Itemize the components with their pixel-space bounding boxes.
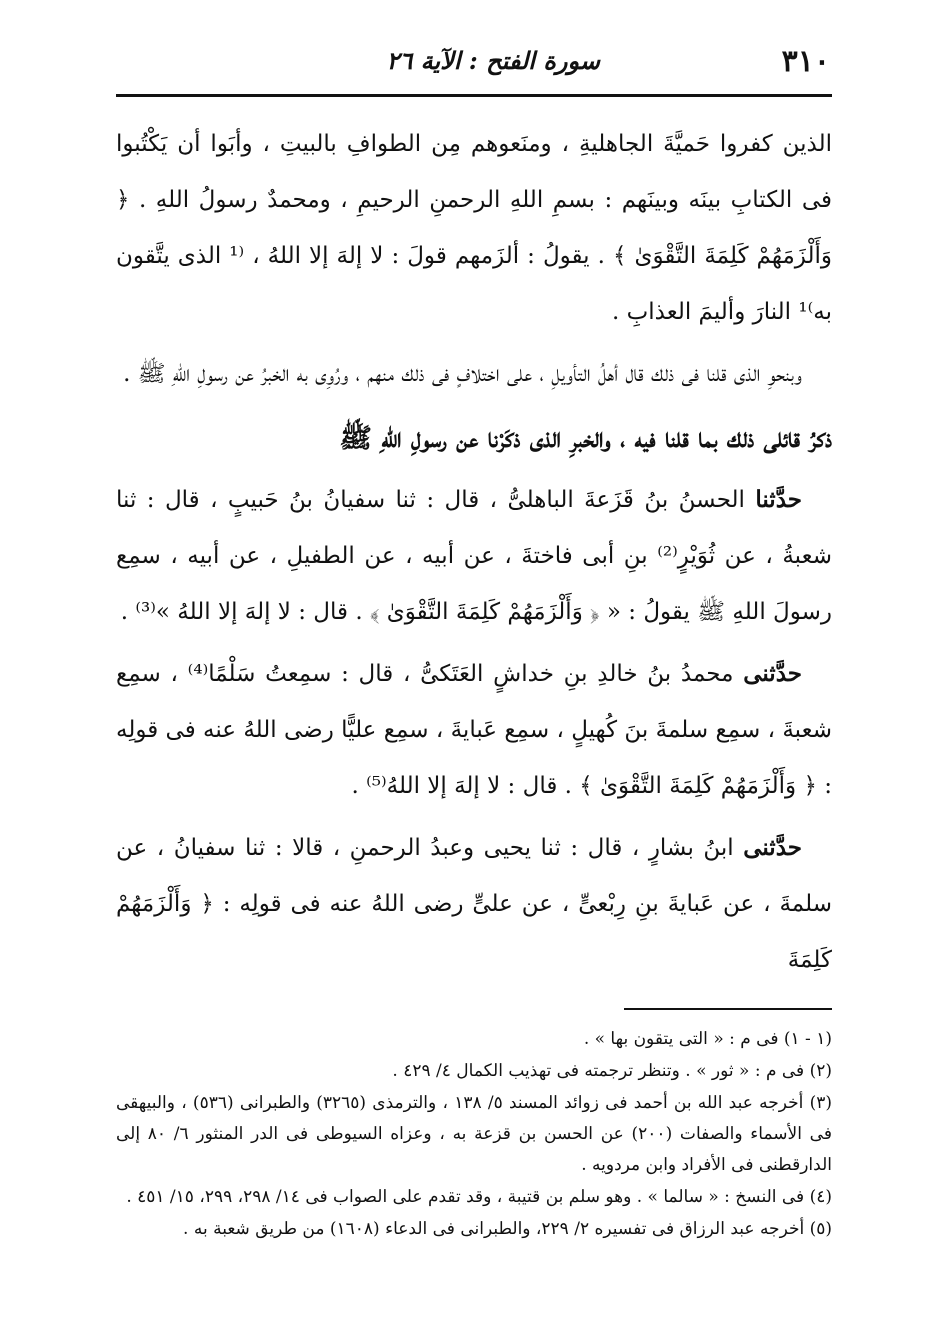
footnotes [116,1024,832,1246]
hadith-1-lead: حدَّثنا [755,486,802,513]
footnote-1: (١ - ١) فى م : « التى يتقون بها » . [583,1029,832,1049]
hadith-3-lead: حدَّثنى [743,834,802,861]
page-number: ٣١٠ [781,44,830,79]
hadith-2 [116,646,832,814]
hadith-2-lead: حدَّثنى [743,660,802,687]
footnote-rule [624,1008,832,1010]
paragraph-1: الذين كفروا حَميَّةَ الجاهليةِ ، ومنَعوهم مِن الطوافِ بالبيتِ ، وأبَوا أن يَكْتُبوا فى الكتابِ بينَه وبينَهم : بسمِ اللهِ الرحمنِ الرحيمِ ، ومحمدٌ رسولُ اللهِ . ﴿ وَأَلْزَمَهُمْ كَلِمَةَ التَّقْوَىٰ ﴾ . يقولُ : ألزَمهم قولَ : لا إلهَ إلا اللهُ ، ⁽¹ الذى يتَّقون به⁾¹ النارَ وأليمَ العذابِ . [116,131,832,325]
running-title: سورة الفتح : الآية ٢٦ [386,46,600,75]
hadith-3-text: ابنُ بشارٍ ، قال : ثنا يحيى وعبدُ الرحمنِ ، قالا : ثنا سفيانُ ، عن سلمةَ ، عن عَبايةَ بنِ رِبْعىٍّ ، عن علىٍّ رضى اللهُ عنه فى قولِه : ﴿ وَأَلْزَمَهُمْ كَلِمَةَ [116,835,832,973]
paragraph-2: وبنحوِ الذى قلنا فى ذلك قال أهلُ التأويلِ ، على اختلافٍ فى ذلك منهم ، ورُوِى به الخبرُ عن رسولِ اللهِ ﷺ . [123,361,802,387]
header-rule [116,94,832,97]
hadith-1 [116,472,832,640]
hadith-1-text: الحسنُ بنُ قَزَعةَ الباهلىُّ ، قال : ثنا سفيانُ بنُ حَبيبٍ ، قال : ثنا شعبةُ ، عن ثُوَيْرٍ⁽²⁾ بنِ أبى فاختةَ ، عن أبيه ، عن الطفيلِ ، عن أبيه ، سمِع رسولَ اللهِ ﷺ يقولُ : « ﴿ وَأَلْزَمَهُمْ كَلِمَةَ التَّقْوَىٰ ﴾ . قال : لا إلهَ إلا اللهُ »⁽³⁾ . [116,487,832,625]
section-heading: ذكرُ قائلى ذلك بما قلنا فيه ، والخبرِ الذى ذكَرْنا عن رسولِ اللهِ ﷺ [339,423,832,454]
footnote-4: (٤) فى النسخ : « سالما » . وهو سلم بن قتيبة ، وقد تقدم على الصواب فى ١٤/ ٢٩٨، ٢٩٩، ١٥/ ٤٥١ . [126,1187,832,1207]
footnote-2: (٢) فى م : « ثور » . وتنظر ترجمته فى تهذيب الكمال ٤/ ٤٢٩ . [392,1061,832,1081]
main-text [116,116,832,994]
hadith-3 [116,820,832,988]
page-header [118,36,830,92]
footnote-5: (٥) أخرجه عبد الرزاق فى تفسيره ٢/ ٢٢٩، والطبرانى فى الدعاء (١٦٠٨) من طريق شعبة به . [183,1219,832,1239]
hadith-2-text: محمدُ بنُ خالدِ بنِ خداشٍ العَتَكىُّ ، قال : سمِعتُ سَلْمًا⁽⁴⁾ ، سمِع شعبةَ ، سمِع سلمةَ بنَ كُهيلٍ ، سمِع عَبايةَ ، سمِع عليًّا رضى اللهُ عنه فى قولِه : ﴿ وَأَلْزَمَهُمْ كَلِمَةَ التَّقْوَىٰ ﴾ . قال : لا إلهَ إلا اللهُ⁽⁵⁾ . [116,661,832,799]
footnote-3: (٣) أخرجه عبد الله بن أحمد فى زوائد المسند ٥/ ١٣٨ ، والترمذى (٣٢٦٥) والطبرانى (٥٣٦) ، والبيهقى فى الأسماء والصفات (٢٠٠) عن الحسن بن قزعة به ، وعزاه السيوطى فى الدر المنثور ٦/ ٨٠ إلى الدارقطنى فى الأفراد وابن مردويه . [116,1093,832,1175]
